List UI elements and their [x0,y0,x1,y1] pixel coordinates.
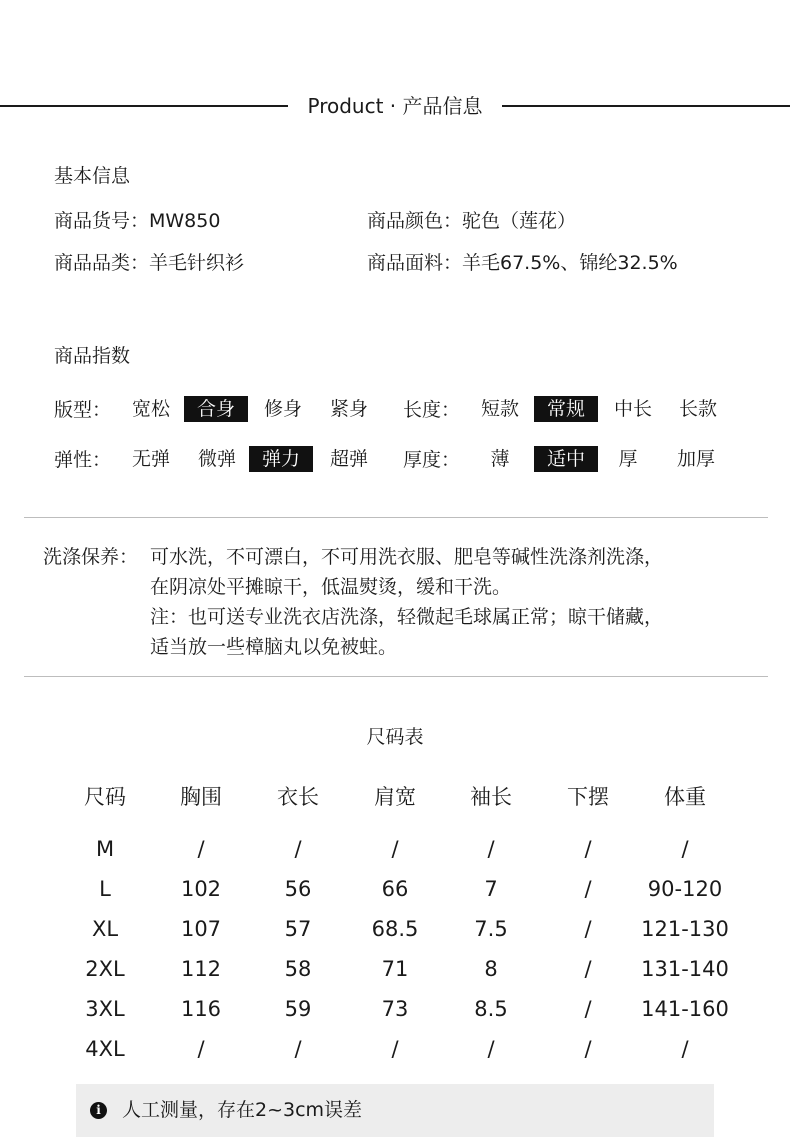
thickness-option-medium-selected: 适中 [534,446,598,472]
table-cell: 71 [381,957,409,981]
table-cell: 7 [484,877,498,901]
table-cell: 4XL [85,1037,125,1061]
table-cell: 107 [180,917,222,941]
measurement-note [76,1084,714,1137]
table-cell: / [294,1037,302,1061]
care-line: 可水洗，不可漂白，不可用洗衣服、肥皂等碱性洗涤剂洗涤， [150,546,664,568]
item-fabric: 商品面料：羊毛67.5%、锦纶32.5% [367,252,678,274]
table-cell: 3XL [85,997,125,1021]
size-header-weight: 体重 [664,785,706,809]
item-color: 商品颜色：驼色（莲花） [367,210,577,232]
size-header-size: 尺码 [84,785,126,809]
fit-option-tight: 紧身 [329,398,368,420]
elasticity-label: 弹性： [54,449,112,471]
index-heading: 商品指数 [54,345,131,367]
table-cell: 2XL [85,957,125,981]
page-title: Product · 产品信息 [0,93,790,119]
table-cell: / [681,837,689,861]
table-cell: 8.5 [474,997,508,1021]
table-cell: 56 [284,877,312,901]
table-cell: 112 [180,957,222,981]
length-option-short: 短款 [480,398,519,420]
length-option-long: 长款 [678,398,717,420]
size-header-chest: 胸围 [180,785,222,809]
table-cell: / [391,1037,399,1061]
table-cell: 66 [381,877,409,901]
size-header-sleeve: 袖长 [470,785,512,809]
info-icon: i [90,1102,107,1119]
thickness-option-thick: 厚 [618,448,638,470]
size-header-shoulder: 肩宽 [374,785,416,809]
elasticity-option-super: 超弹 [329,448,368,470]
table-cell: / [584,877,592,901]
table-cell: M [95,837,115,861]
table-cell: 116 [180,997,222,1021]
table-cell: 57 [284,917,312,941]
table-cell: / [681,1037,689,1061]
table-cell: / [487,1037,495,1061]
table-cell: / [584,1037,592,1061]
table-cell: 141-160 [641,997,729,1021]
thickness-option-thin: 薄 [490,448,510,470]
elasticity-option-slight: 微弹 [197,448,236,470]
table-cell: / [197,837,205,861]
basic-info-heading: 基本信息 [54,165,131,187]
item-category: 商品品类：羊毛针织衫 [54,252,245,274]
size-header-length: 衣长 [277,785,319,809]
fit-option-regular-selected: 合身 [184,396,248,422]
care-line: 注：也可送专业洗衣店洗涤，轻微起毛球属正常；晾干储藏， [150,606,664,628]
care-line: 在阴凉处平摊晾干，低温熨烫，缓和干洗。 [150,576,512,598]
table-cell: / [391,837,399,861]
care-divider-bottom [24,676,768,677]
item-number: 商品货号：MW850 [54,210,221,232]
table-cell: 8 [484,957,498,981]
elasticity-option-none: 无弹 [131,448,170,470]
table-cell: / [584,997,592,1021]
length-label: 长度： [403,399,461,421]
table-cell: / [197,1037,205,1061]
table-cell: / [294,837,302,861]
length-option-regular-selected: 常规 [534,396,598,422]
table-cell: 7.5 [474,917,508,941]
fit-label: 版型： [54,399,112,421]
table-cell: 90-120 [647,877,723,901]
table-cell: 68.5 [371,917,419,941]
table-cell: L [99,877,111,901]
care-label: 洗涤保养： [43,546,139,568]
table-cell: / [487,837,495,861]
measurement-note-text: 人工测量，存在2~3cm误差 [122,1099,363,1121]
care-line: 适当放一些樟脑丸以免被蛀。 [150,636,398,658]
size-header-hem: 下摆 [567,785,609,809]
table-cell: 131-140 [641,957,729,981]
table-cell: / [584,837,592,861]
thickness-label: 厚度： [403,449,461,471]
care-divider-top [24,517,768,518]
size-table-title: 尺码表 [366,726,424,748]
thickness-option-extra-thick: 加厚 [676,448,715,470]
table-cell: / [584,917,592,941]
fit-option-slim: 修身 [263,398,302,420]
table-cell: 102 [180,877,222,901]
table-cell: 121-130 [641,917,729,941]
elasticity-option-stretch-selected: 弹力 [249,446,313,472]
table-cell: XL [91,917,119,941]
length-option-mid: 中长 [613,398,652,420]
table-cell: / [584,957,592,981]
table-cell: 73 [381,997,409,1021]
table-cell: 59 [284,997,312,1021]
fit-option-loose: 宽松 [131,398,170,420]
table-cell: 58 [284,957,312,981]
